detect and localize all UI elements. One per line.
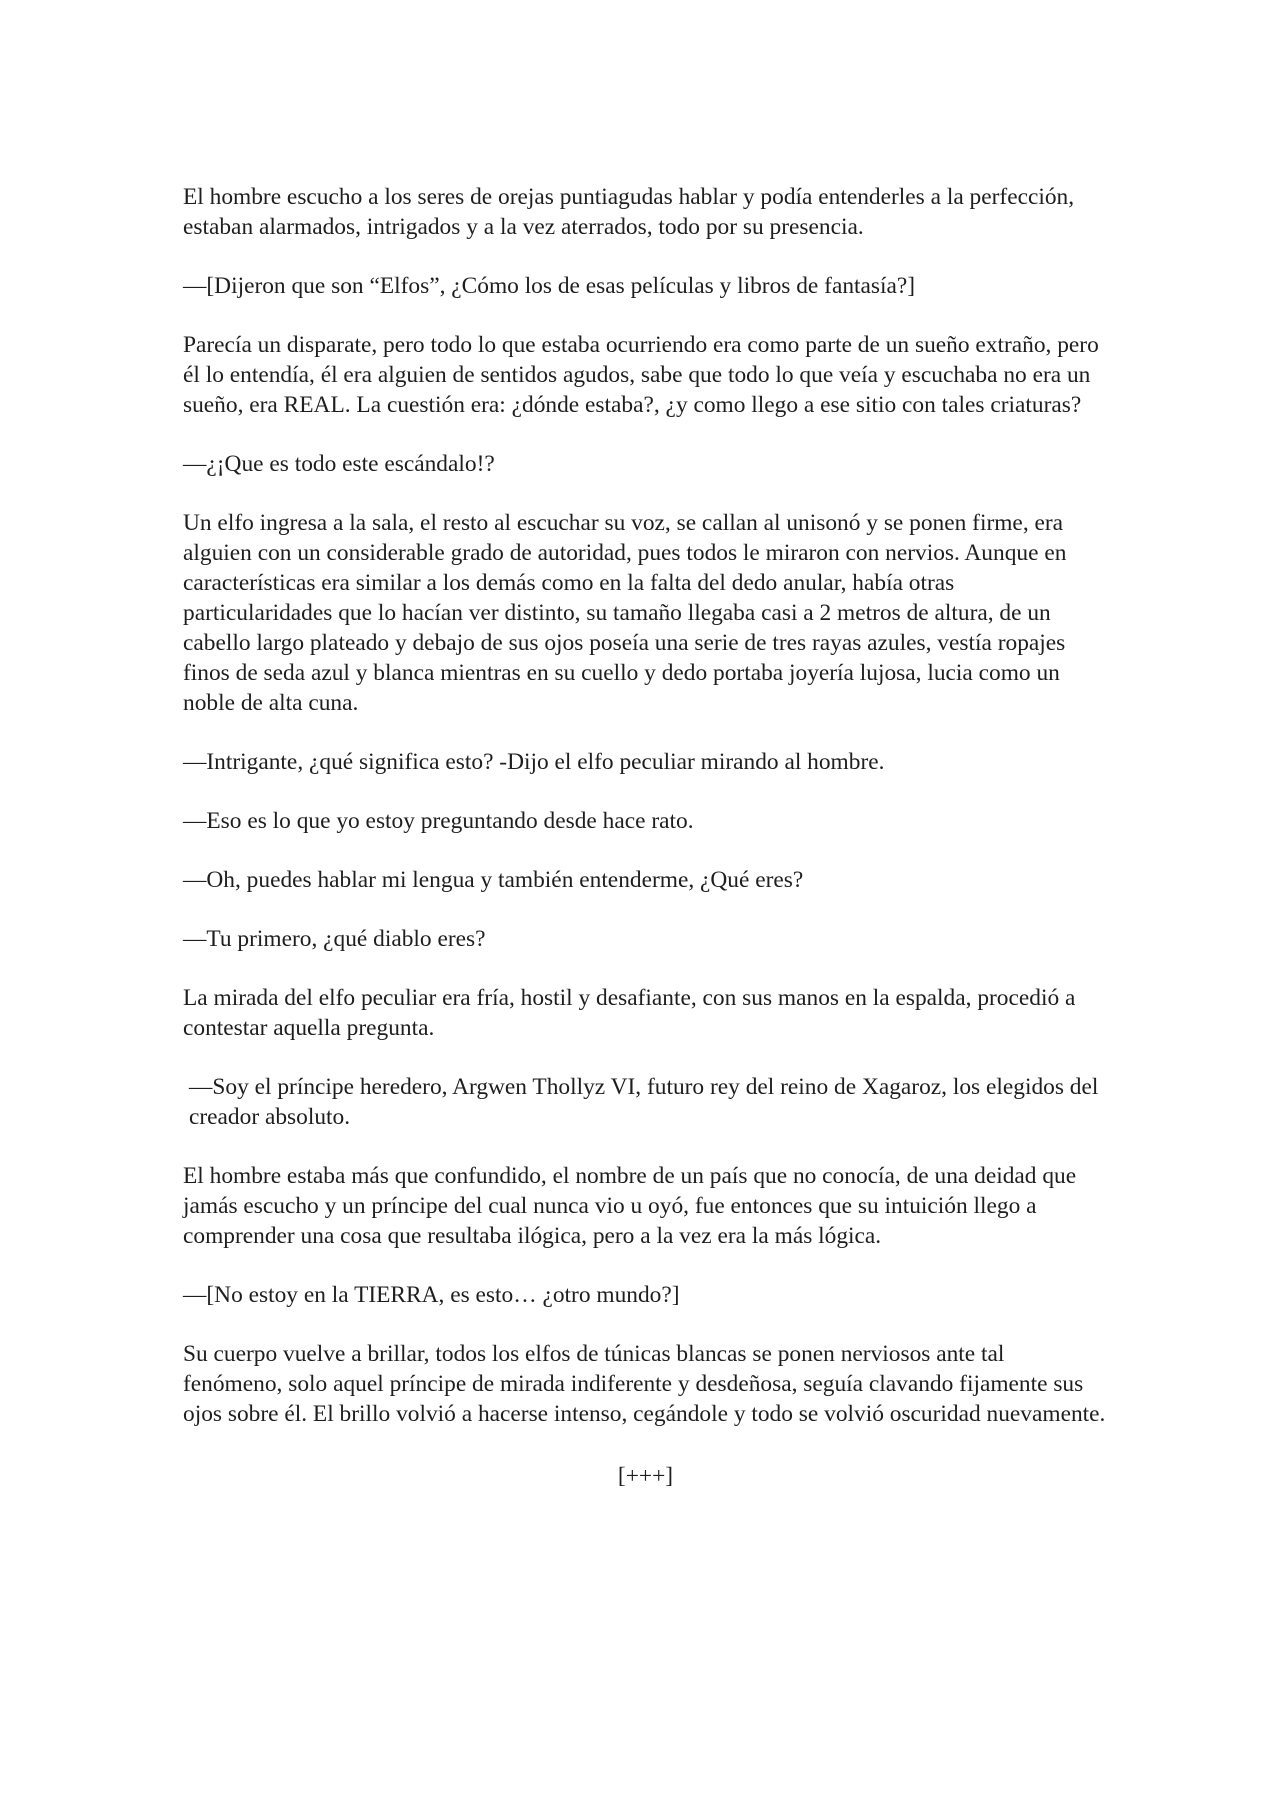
dialogue-line: —[No estoy en la TIERRA, es esto… ¿otro mundo?]: [183, 1282, 680, 1308]
dialogue-line: —Intrigante, ¿qué significa esto? -Dijo el elfo peculiar mirando al hombre.: [183, 749, 885, 775]
dialogue-line: —Tu primero, ¿qué diablo eres?: [183, 926, 486, 952]
paragraph: Su cuerpo vuelve a brillar, todos los elfos de túnicas blancas se ponen nerviosos ante tal fenómeno, solo aquel príncipe de mirada indiferente y desdeñosa, seguía clavando fijamente sus ojos sobre él. El brillo volvió a hacerse intenso, cegándole y todo se volvió oscuridad nuevamente.: [183, 1341, 1106, 1427]
section-separator: [+++]: [617, 1463, 674, 1489]
dialogue-line: —¿¡Que es todo este escándalo!?: [183, 451, 495, 477]
dialogue-line: —Eso es lo que yo estoy preguntando desde hace rato.: [183, 808, 694, 834]
dialogue-line: —Soy el príncipe heredero, Argwen Thollyz VI, futuro rey del reino de Xagaroz, los elegidos del creador absoluto.: [189, 1074, 1099, 1130]
paragraph: Un elfo ingresa a la sala, el resto al escuchar su voz, se callan al unisonó y se ponen firme, era alguien con un considerable grado de autoridad, pues todos le miraron con nervios. Aunque en características era similar a los demás como en la falta del dedo anular, había otras particularidades que lo hacían ver distinto, su tamaño llegaba casi a 2 metros de altura, de un cabello largo plateado y debajo de sus ojos poseía una serie de tres rayas azules, vestía ropajes finos de seda azul y blanca mientras en su cuello y dedo portaba joyería lujosa, lucia como un noble de alta cuna.: [183, 510, 1067, 716]
document-body: [183, 182, 1108, 1520]
dialogue-line: —Oh, puedes hablar mi lengua y también entenderme, ¿Qué eres?: [183, 867, 804, 893]
paragraph: El hombre escucho a los seres de orejas puntiagudas hablar y podía entenderles a la perfección, estaban alarmados, intrigados y a la vez aterrados, todo por su presencia.: [183, 184, 1075, 240]
dialogue-line: —[Dijeron que son “Elfos”, ¿Cómo los de esas películas y libros de fantasía?]: [183, 273, 916, 299]
paragraph: La mirada del elfo peculiar era fría, hostil y desafiante, con sus manos en la espalda, procedió a contestar aquella pregunta.: [183, 985, 1076, 1041]
paragraph: El hombre estaba más que confundido, el nombre de un país que no conocía, de una deidad que jamás escucho y un príncipe del cual nunca vio u oyó, fue entonces que su intuición llego a comprender una cosa que resultaba ilógica, pero a la vez era la más lógica.: [183, 1163, 1077, 1249]
paragraph: Parecía un disparate, pero todo lo que estaba ocurriendo era como parte de un sueño extraño, pero él lo entendía, él era alguien de sentidos agudos, sabe que todo lo que veía y escuchaba no era un sueño, era REAL. La cuestión era: ¿dónde estaba?, ¿y como llego a ese sitio con tales criaturas?: [183, 332, 1099, 418]
